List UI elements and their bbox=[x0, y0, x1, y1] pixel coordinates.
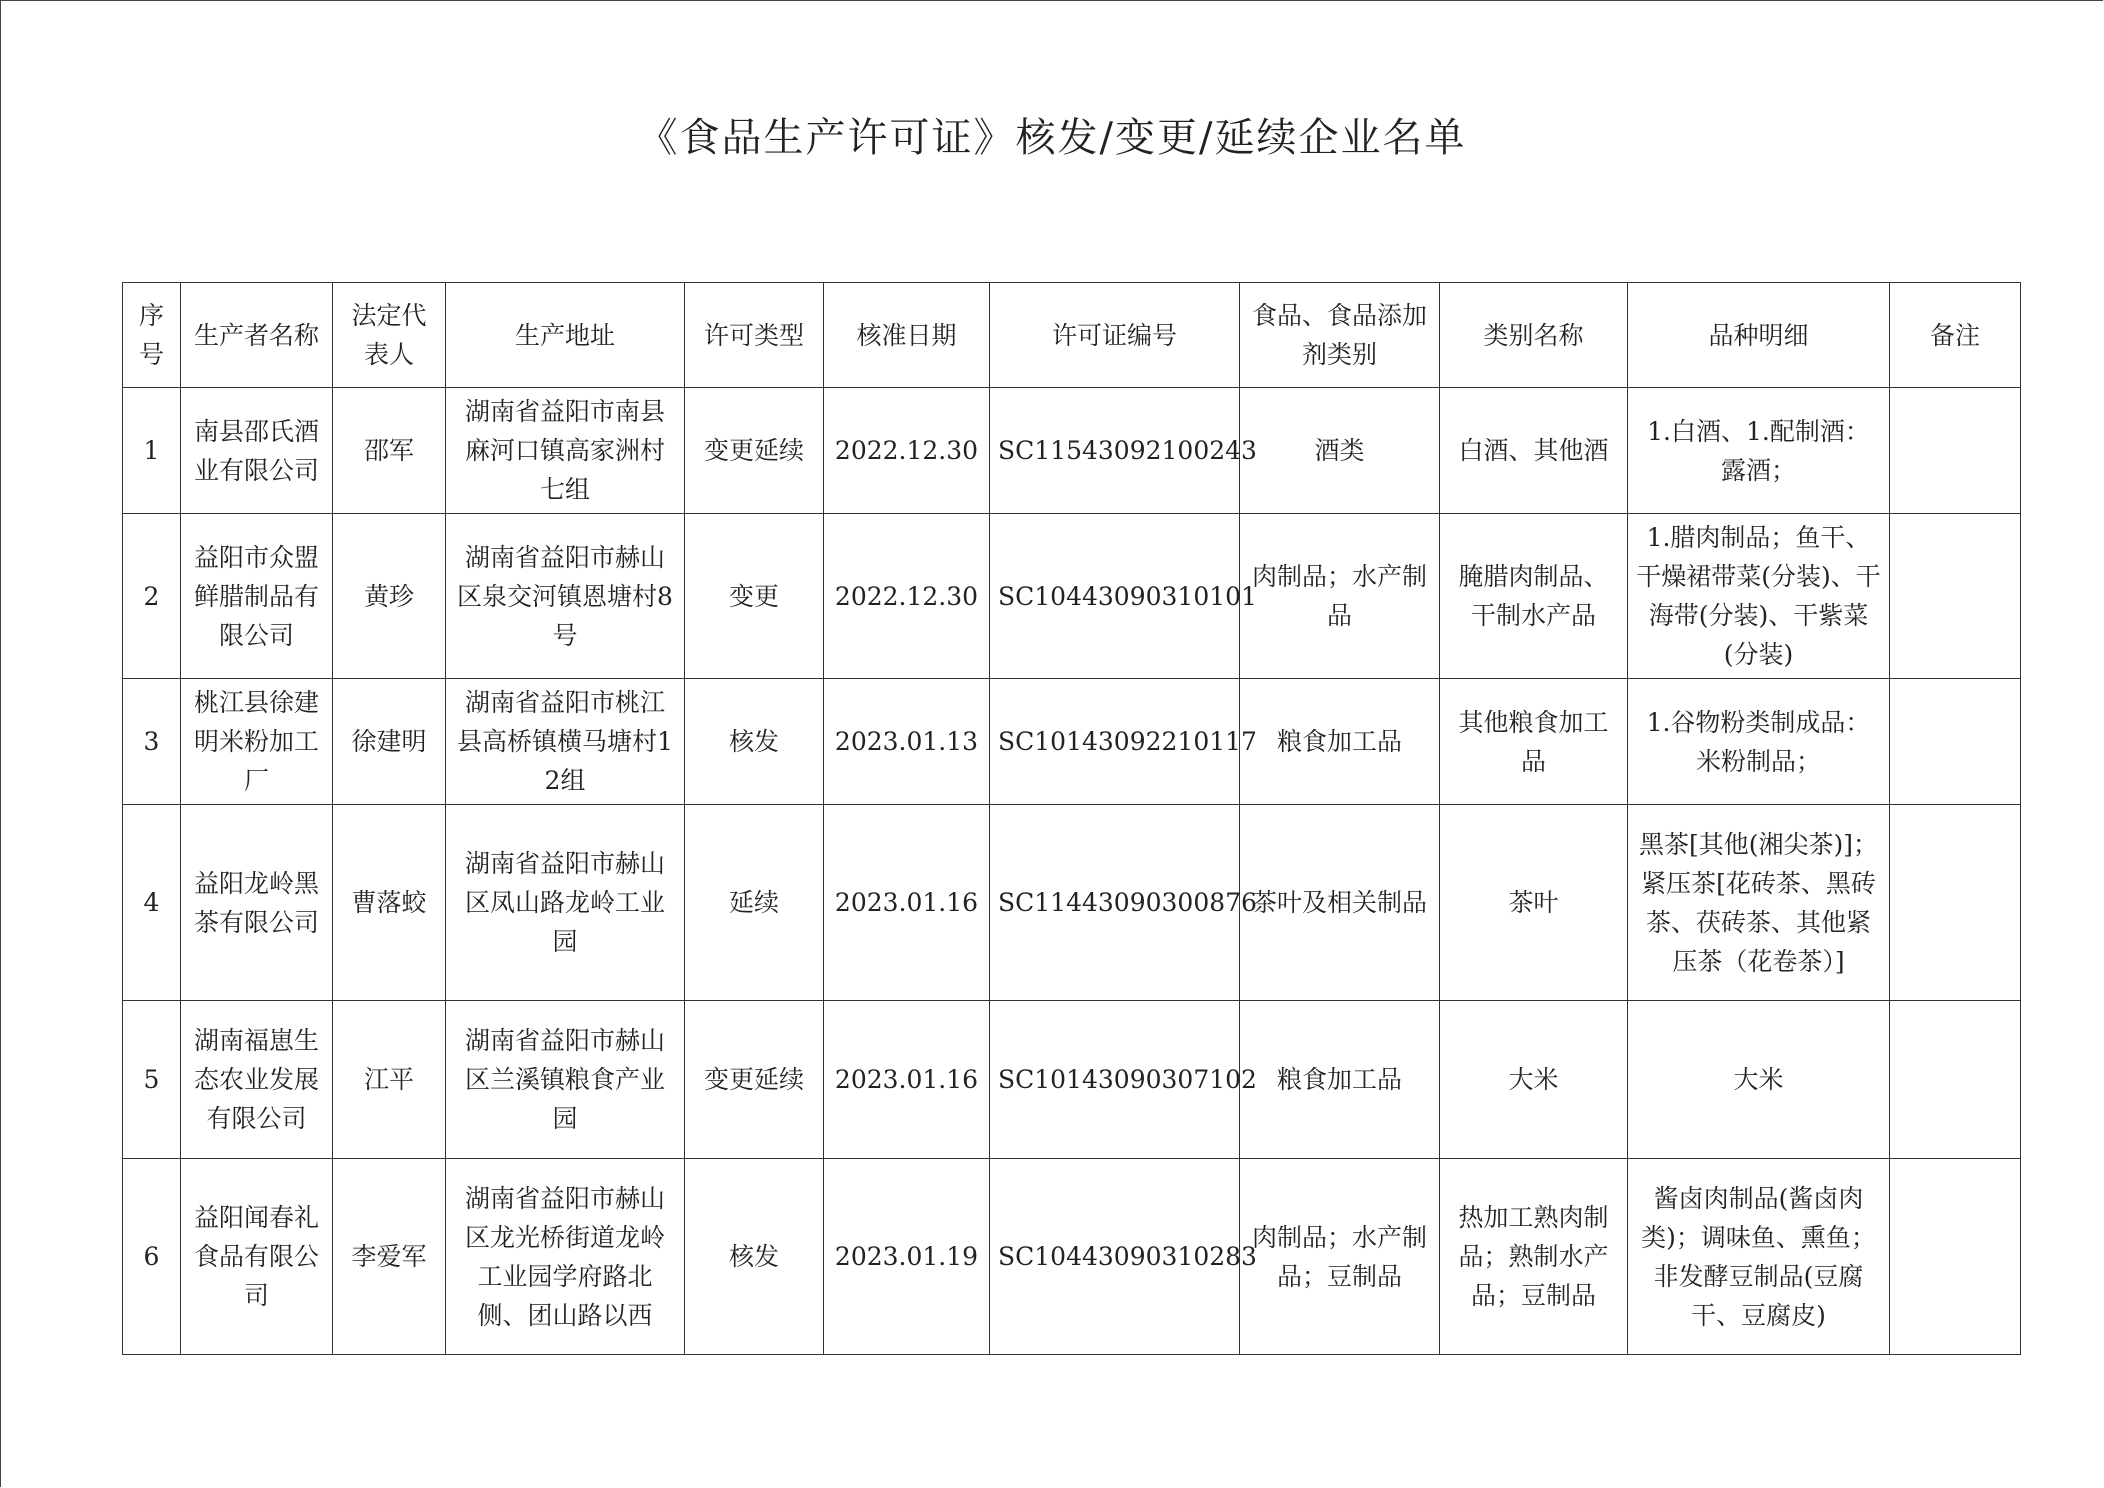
cell-food-category: 粮食加工品 bbox=[1240, 679, 1440, 805]
cell-food-category: 肉制品；水产制品 bbox=[1240, 514, 1440, 679]
cell-remarks bbox=[1890, 388, 2021, 514]
cell-legal-rep: 邵军 bbox=[333, 388, 446, 514]
cell-category-name: 大米 bbox=[1440, 1001, 1628, 1159]
table-row bbox=[123, 514, 2021, 679]
cell-license-no: SC10443090310101 bbox=[990, 514, 1240, 679]
cell-category-name: 热加工熟肉制品；熟制水产品；豆制品 bbox=[1440, 1159, 1628, 1355]
table-row bbox=[123, 388, 2021, 514]
document-title: 《食品生产许可证》核发/变更/延续企业名单 bbox=[637, 115, 1467, 161]
header-variety-detail: 品种明细 bbox=[1628, 283, 1890, 388]
cell-name: 益阳闻春礼食品有限公司 bbox=[181, 1159, 333, 1355]
cell-variety-detail: 1.白酒、1.配制酒：露酒； bbox=[1628, 388, 1890, 514]
cell-date: 2023.01.16 bbox=[824, 805, 990, 1001]
cell-food-category: 茶叶及相关制品 bbox=[1240, 805, 1440, 1001]
cell-address: 湖南省益阳市赫山区泉交河镇恩塘村8号 bbox=[446, 514, 685, 679]
cell-food-category: 粮食加工品 bbox=[1240, 1001, 1440, 1159]
cell-legal-rep: 李爱军 bbox=[333, 1159, 446, 1355]
cell-category-name: 茶叶 bbox=[1440, 805, 1628, 1001]
cell-variety-detail: 大米 bbox=[1628, 1001, 1890, 1159]
cell-date: 2023.01.19 bbox=[824, 1159, 990, 1355]
header-food-category: 食品、食品添加剂类别 bbox=[1240, 283, 1440, 388]
cell-legal-rep: 徐建明 bbox=[333, 679, 446, 805]
cell-seq: 1 bbox=[123, 388, 181, 514]
table-row bbox=[123, 805, 2021, 1001]
cell-remarks bbox=[1890, 805, 2021, 1001]
header-row bbox=[123, 283, 2021, 388]
cell-license-no: SC11543092100243 bbox=[990, 388, 1240, 514]
cell-variety-detail: 酱卤肉制品(酱卤肉类)；调味鱼、熏鱼；非发酵豆制品(豆腐干、豆腐皮) bbox=[1628, 1159, 1890, 1355]
cell-license-no: SC11443090300876 bbox=[990, 805, 1240, 1001]
cell-date: 2023.01.13 bbox=[824, 679, 990, 805]
cell-name: 桃江县徐建明米粉加工厂 bbox=[181, 679, 333, 805]
cell-name: 益阳龙岭黑茶有限公司 bbox=[181, 805, 333, 1001]
table-row bbox=[123, 1159, 2021, 1355]
header-address: 生产地址 bbox=[446, 283, 685, 388]
cell-license-type: 变更 bbox=[685, 514, 824, 679]
cell-variety-detail: 黑茶[其他(湘尖茶)]；紧压茶[花砖茶、黑砖茶、茯砖茶、其他紧压茶（花卷茶）] bbox=[1628, 805, 1890, 1001]
cell-address: 湖南省益阳市桃江县高桥镇横马塘村12组 bbox=[446, 679, 685, 805]
cell-license-no: SC10143090307102 bbox=[990, 1001, 1240, 1159]
cell-seq: 5 bbox=[123, 1001, 181, 1159]
cell-date: 2023.01.16 bbox=[824, 1001, 990, 1159]
header-license-type: 许可类型 bbox=[685, 283, 824, 388]
table-row bbox=[123, 1001, 2021, 1159]
cell-license-type: 变更延续 bbox=[685, 1001, 824, 1159]
header-license-no: 许可证编号 bbox=[990, 283, 1240, 388]
header-category-name: 类别名称 bbox=[1440, 283, 1628, 388]
header-seq: 序号 bbox=[123, 283, 181, 388]
cell-license-no: SC10443090310283 bbox=[990, 1159, 1240, 1355]
cell-seq: 6 bbox=[123, 1159, 181, 1355]
cell-seq: 3 bbox=[123, 679, 181, 805]
header-legal-rep: 法定代表人 bbox=[333, 283, 446, 388]
table-row bbox=[123, 679, 2021, 805]
cell-food-category: 酒类 bbox=[1240, 388, 1440, 514]
cell-legal-rep: 曹落蛟 bbox=[333, 805, 446, 1001]
cell-seq: 4 bbox=[123, 805, 181, 1001]
cell-seq: 2 bbox=[123, 514, 181, 679]
header-remarks: 备注 bbox=[1890, 283, 2021, 388]
cell-category-name: 腌腊肉制品、干制水产品 bbox=[1440, 514, 1628, 679]
cell-legal-rep: 黄珍 bbox=[333, 514, 446, 679]
cell-category-name: 其他粮食加工品 bbox=[1440, 679, 1628, 805]
cell-date: 2022.12.30 bbox=[824, 388, 990, 514]
cell-variety-detail: 1.腊肉制品；鱼干、干燥裙带菜(分装)、干海带(分装)、干紫菜(分装) bbox=[1628, 514, 1890, 679]
cell-license-no: SC10143092210117 bbox=[990, 679, 1240, 805]
cell-remarks bbox=[1890, 679, 2021, 805]
cell-remarks bbox=[1890, 514, 2021, 679]
cell-name: 南县邵氏酒业有限公司 bbox=[181, 388, 333, 514]
license-table bbox=[122, 282, 2021, 1355]
cell-address: 湖南省益阳市赫山区凤山路龙岭工业园 bbox=[446, 805, 685, 1001]
cell-variety-detail: 1.谷物粉类制成品：米粉制品； bbox=[1628, 679, 1890, 805]
cell-remarks bbox=[1890, 1001, 2021, 1159]
cell-name: 湖南福崽生态农业发展有限公司 bbox=[181, 1001, 333, 1159]
cell-remarks bbox=[1890, 1159, 2021, 1355]
cell-address: 湖南省益阳市赫山区龙光桥街道龙岭工业园学府路北侧、团山路以西 bbox=[446, 1159, 685, 1355]
cell-date: 2022.12.30 bbox=[824, 514, 990, 679]
cell-name: 益阳市众盟鲜腊制品有限公司 bbox=[181, 514, 333, 679]
cell-address: 湖南省益阳市赫山区兰溪镇粮食产业园 bbox=[446, 1001, 685, 1159]
cell-address: 湖南省益阳市南县麻河口镇高家洲村七组 bbox=[446, 388, 685, 514]
cell-license-type: 变更延续 bbox=[685, 388, 824, 514]
header-name: 生产者名称 bbox=[181, 283, 333, 388]
cell-food-category: 肉制品；水产制品；豆制品 bbox=[1240, 1159, 1440, 1355]
cell-legal-rep: 江平 bbox=[333, 1001, 446, 1159]
header-date: 核准日期 bbox=[824, 283, 990, 388]
cell-license-type: 延续 bbox=[685, 805, 824, 1001]
cell-license-type: 核发 bbox=[685, 1159, 824, 1355]
cell-license-type: 核发 bbox=[685, 679, 824, 805]
cell-category-name: 白酒、其他酒 bbox=[1440, 388, 1628, 514]
